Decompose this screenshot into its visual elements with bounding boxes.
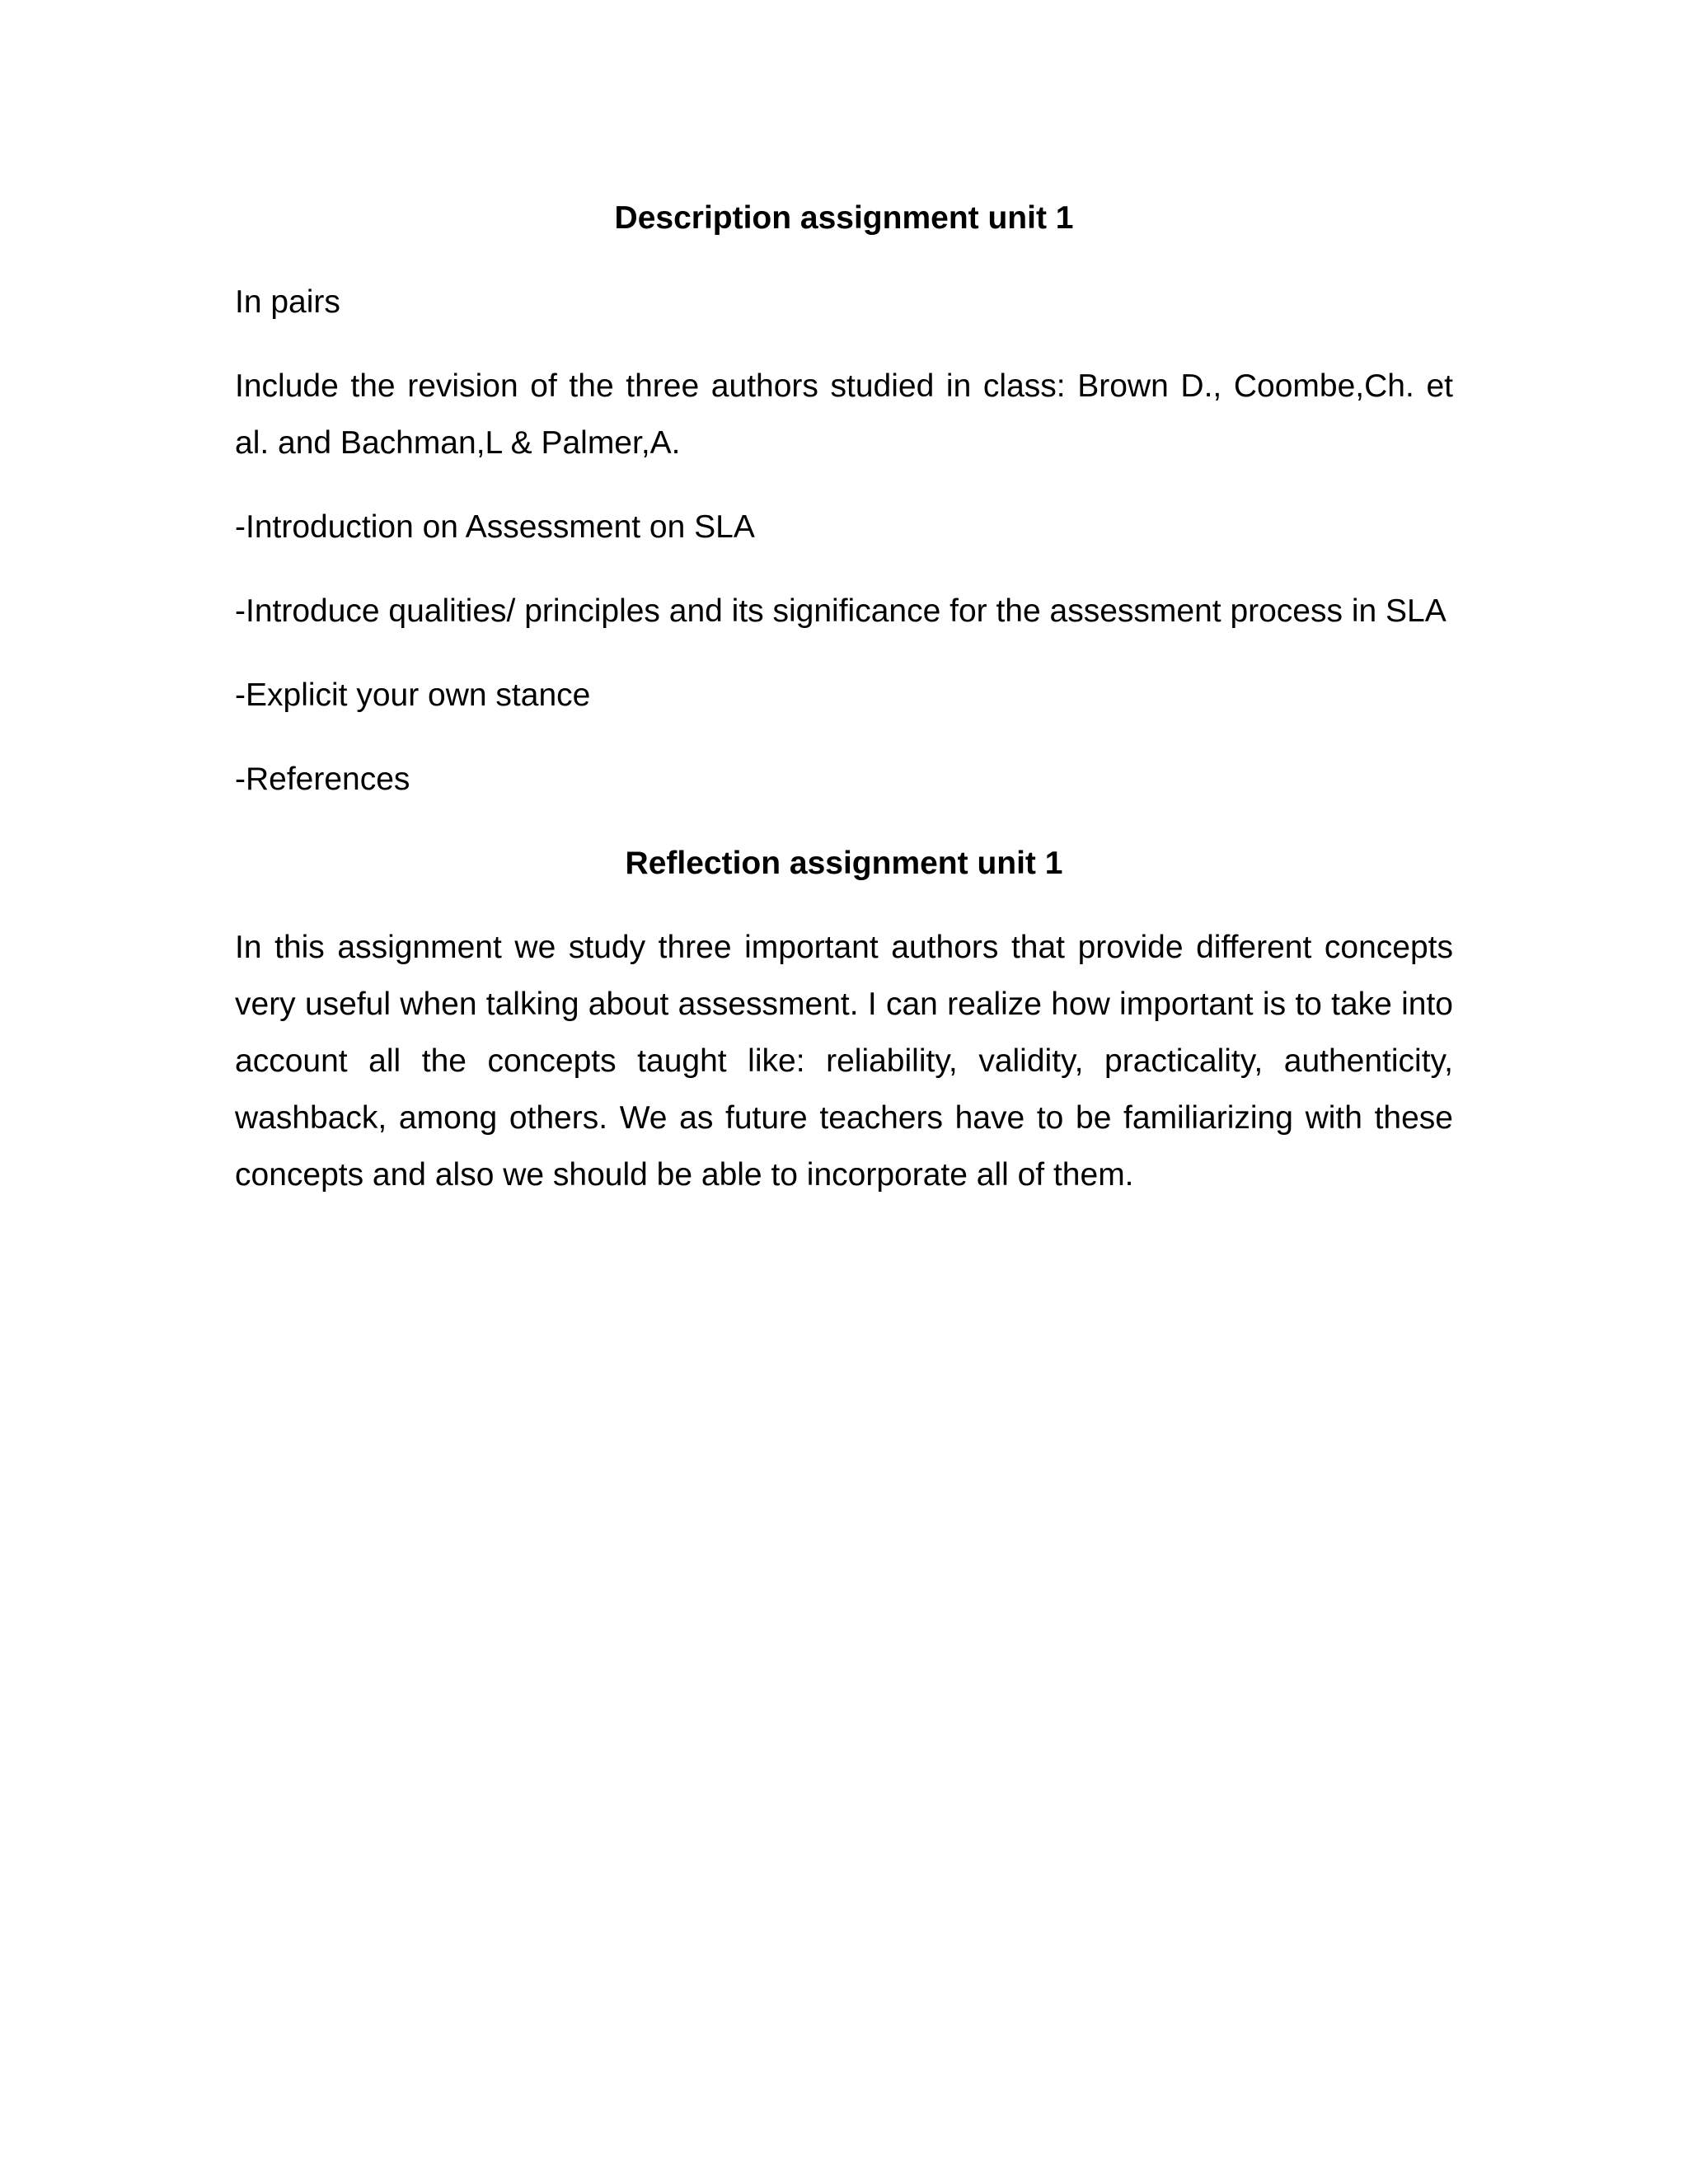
- document-content: [235, 190, 1453, 1230]
- reflection-heading: Reflection assignment unit 1: [625, 846, 1063, 881]
- description-item-stance: -Explicit your own stance: [235, 677, 591, 713]
- description-item-introduction: -Introduction on Assessment on SLA: [235, 509, 755, 545]
- description-item-qualities: -Introduce qualities/ principles and its significance for the assessment process in SLA: [235, 593, 1447, 629]
- description-item-authors: Include the revision of the three authors studied in class: Brown D., Coombe,Ch. et al. and Bachman,L & Palmer,A.: [235, 368, 1453, 461]
- reflection-body: In this assignment we study three important authors that provide different concepts very useful when talking about assessment. I can realize how important is to take into account all the concepts taught like: reliability, validity, practicality, authenticity, washback, among others. We as future teachers have to be familiarizing with these concepts and also we should be able to incorporate all of them.: [235, 930, 1453, 1193]
- description-heading: Description assignment unit 1: [614, 200, 1074, 236]
- description-item-in-pairs: In pairs: [235, 284, 340, 320]
- description-item-references: -References: [235, 762, 410, 797]
